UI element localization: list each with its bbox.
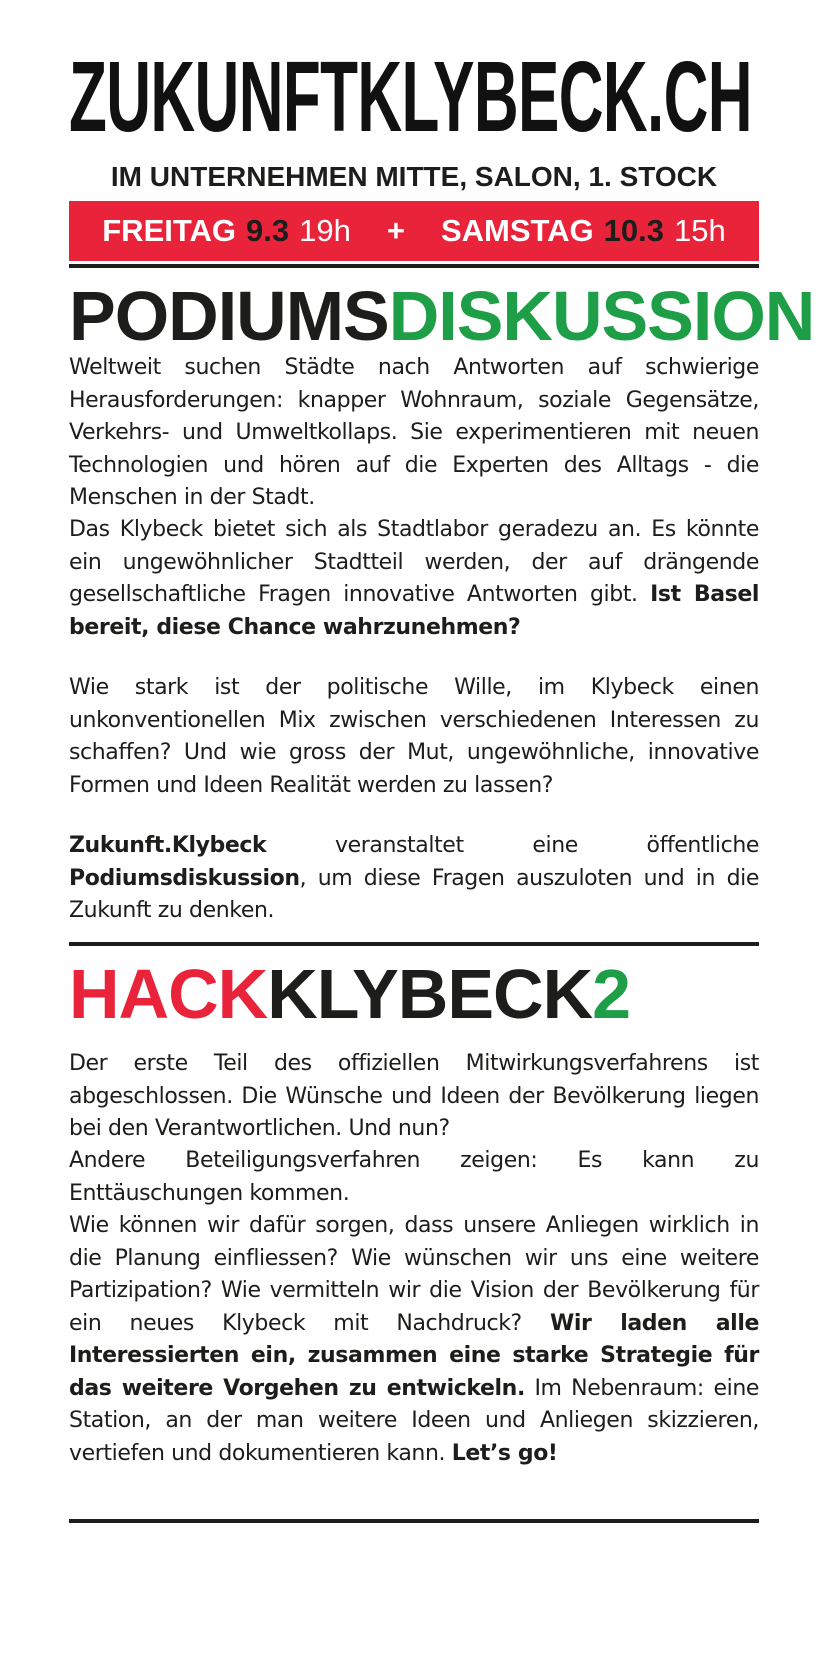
date-separator: +	[386, 213, 405, 248]
event-location: IM UNTERNEHMEN MITTE, SALON, 1. STOCK	[110, 161, 718, 192]
divider-top	[69, 264, 759, 268]
podium-heading: PODIUMSDISKUSSION	[69, 277, 815, 355]
divider-middle	[69, 942, 759, 946]
day2-date: 10.3	[603, 213, 664, 248]
hack-heading: HACKKLYBECK2	[69, 955, 631, 1033]
podium-paragraph-2: Das Klybeck bietet sich als Stadtlabor geradezu an. Es könnte ein ungewöhnlicher Stadtteil werden, der auf drängende gesellschaftliche Fragen innovative Antworten gibt. Ist Basel bereit, diese Chance wahrzunehmen?	[69, 517, 759, 640]
site-title: ZUKUNFTKLYBECK.CH	[69, 41, 752, 153]
day1-name: FREITAG	[102, 213, 236, 248]
day2-name: SAMSTAG	[440, 213, 594, 248]
day1-date: 9.3	[246, 213, 290, 248]
divider-bottom	[69, 1519, 759, 1523]
podium-paragraph-1: Weltweit suchen Städte nach Antworten auf schwierige Herausforderungen: knapper Wohnraum, soziale Gegensätze, Verkehrs- und Umweltkollaps. Sie experimentieren mit neuen Technologien und hören auf die Experten des Alltags - die Menschen in der Stadt.	[69, 355, 759, 510]
podium-paragraph-3: Wie stark ist der politische Wille, im Klybeck einen unkonventionellen Mix zwischen verschiedenen Interessen zu schaffen? Und wie gross der Mut, ungewöhnliche, innovative Formen und Ideen Realität werden zu lassen?	[69, 675, 759, 798]
date-bar	[69, 201, 759, 261]
day2-time: 15h	[674, 213, 726, 248]
hack-paragraph-2: Andere Beteiligungsverfahren zeigen: Es kann zu Enttäuschungen kommen.	[69, 1148, 759, 1206]
hack-paragraph-3: Wie können wir dafür sorgen, dass unsere Anliegen wirklich in die Planung einfliessen? Wie wünschen wir uns eine weitere Partizipation? Wie vermitteln wir die Vision der Bevölkerung für ein neues Klybeck mit Nachdruck? Wir laden alle Interessierten ein, zusammen eine starke Strategie für das weitere Vorgehen zu entwickeln. Im Nebenraum: eine Station, an der man weitere Ideen und Anliegen skizzieren, vertiefen und dokumentieren kann. Let’s go!	[69, 1213, 759, 1466]
podium-paragraph-4: Zukunft.Klybeck veranstaltet eine öffentliche Podiumsdiskussion, um diese Fragen auszuloten und in die Zukunft zu denken.	[69, 833, 759, 923]
day1-time: 19h	[299, 213, 351, 248]
hack-paragraph-1: Der erste Teil des offiziellen Mitwirkungsverfahrens ist abgeschlossen. Die Wünsche und Ideen der Bevölkerung liegen bei den Verantwortlichen. Und nun?	[69, 1051, 759, 1141]
